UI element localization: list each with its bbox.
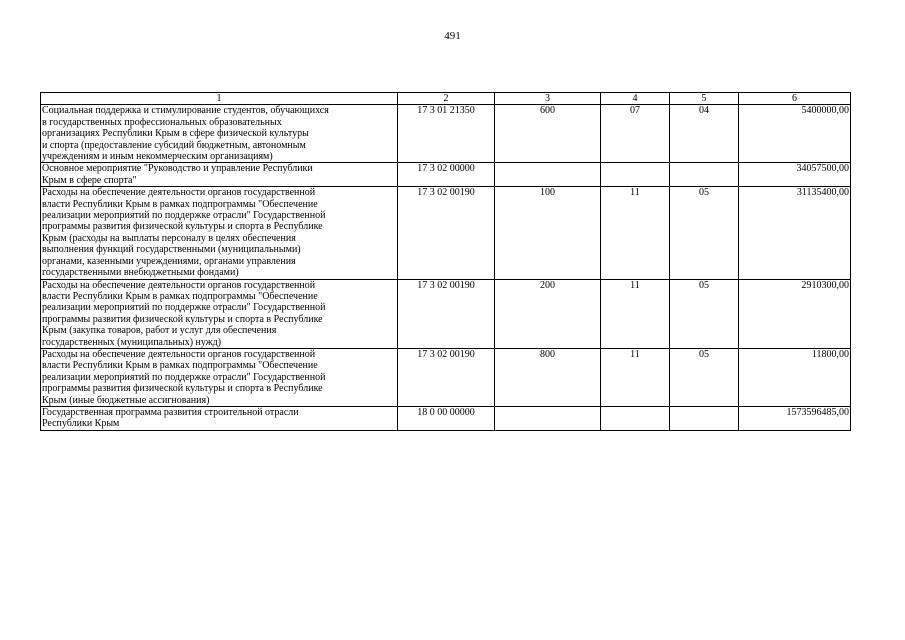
amount: 11800,00 [739, 348, 851, 406]
subsection: 05 [670, 279, 739, 348]
target-code: 17 3 02 00190 [398, 187, 495, 279]
column-header: 5 [670, 93, 739, 105]
column-header: 2 [398, 93, 495, 105]
expense-type: 800 [495, 348, 601, 406]
table-row [41, 348, 851, 406]
section [601, 163, 670, 187]
expense-type: 100 [495, 187, 601, 279]
column-header: 1 [41, 93, 398, 105]
table-row [41, 163, 851, 187]
header-row [41, 93, 851, 105]
budget-table [40, 92, 851, 431]
expense-name: Социальная поддержка и стимулирование студентов, обучающихся в государственных профессиональных образовательных организациях Республики Крым в сфере физической культуры и спорта (предоставление субсидий бюджетным, автономным учреждениям и иным некоммерческим организациям) [41, 105, 398, 163]
expense-type [495, 163, 601, 187]
expense-type: 200 [495, 279, 601, 348]
target-code: 17 3 01 21350 [398, 105, 495, 163]
target-code: 17 3 02 00190 [398, 279, 495, 348]
column-header: 3 [495, 93, 601, 105]
amount: 34057500,00 [739, 163, 851, 187]
expense-name: Расходы на обеспечение деятельности органов государственной власти Республики Крым в рамках подпрограммы "Обеспечение реализации мероприятий по поддержке отрасли" Государственной программы развития физической культуры и спорта в Республике Крым (закупка товаров, работ и услуг для обеспечения государственных (муниципальных) нужд) [41, 279, 398, 348]
amount: 5400000,00 [739, 105, 851, 163]
amount: 2910300,00 [739, 279, 851, 348]
subsection [670, 163, 739, 187]
subsection: 05 [670, 187, 739, 279]
expense-name: Расходы на обеспечение деятельности органов государственной власти Республики Крым в рамках подпрограммы "Обеспечение реализации мероприятий по поддержке отрасли" Государственной программы развития физической культуры и спорта в Республике Крым (иные бюджетные ассигнования) [41, 348, 398, 406]
target-code: 18 0 00 00000 [398, 406, 495, 430]
expense-type [495, 406, 601, 430]
table-row [41, 406, 851, 430]
section: 11 [601, 187, 670, 279]
table-row [41, 105, 851, 163]
section: 11 [601, 279, 670, 348]
expense-name: Расходы на обеспечение деятельности органов государственной власти Республики Крым в рамках подпрограммы "Обеспечение реализации мероприятий по поддержке отрасли" Государственной программы развития физической культуры и спорта в Республике Крым (расходы на выплаты персоналу в целях обеспечения выполнения функций государственными (муниципальными) органами, казенными учреждениями, органами управления государственными внебюджетными фондами) [41, 187, 398, 279]
amount: 31135400,00 [739, 187, 851, 279]
section: 07 [601, 105, 670, 163]
column-header: 4 [601, 93, 670, 105]
expense-type: 600 [495, 105, 601, 163]
subsection: 05 [670, 348, 739, 406]
subsection [670, 406, 739, 430]
column-header: 6 [739, 93, 851, 105]
table-row [41, 279, 851, 348]
expense-name: Основное мероприятие "Руководство и управление Республики Крым в сфере спорта" [41, 163, 398, 187]
section [601, 406, 670, 430]
section: 11 [601, 348, 670, 406]
subsection: 04 [670, 105, 739, 163]
expense-name: Государственная программа развития строительной отрасли Республики Крым [41, 406, 398, 430]
page-number: 491 [444, 30, 461, 42]
amount: 1573596485,00 [739, 406, 851, 430]
target-code: 17 3 02 00000 [398, 163, 495, 187]
table-row [41, 187, 851, 279]
target-code: 17 3 02 00190 [398, 348, 495, 406]
